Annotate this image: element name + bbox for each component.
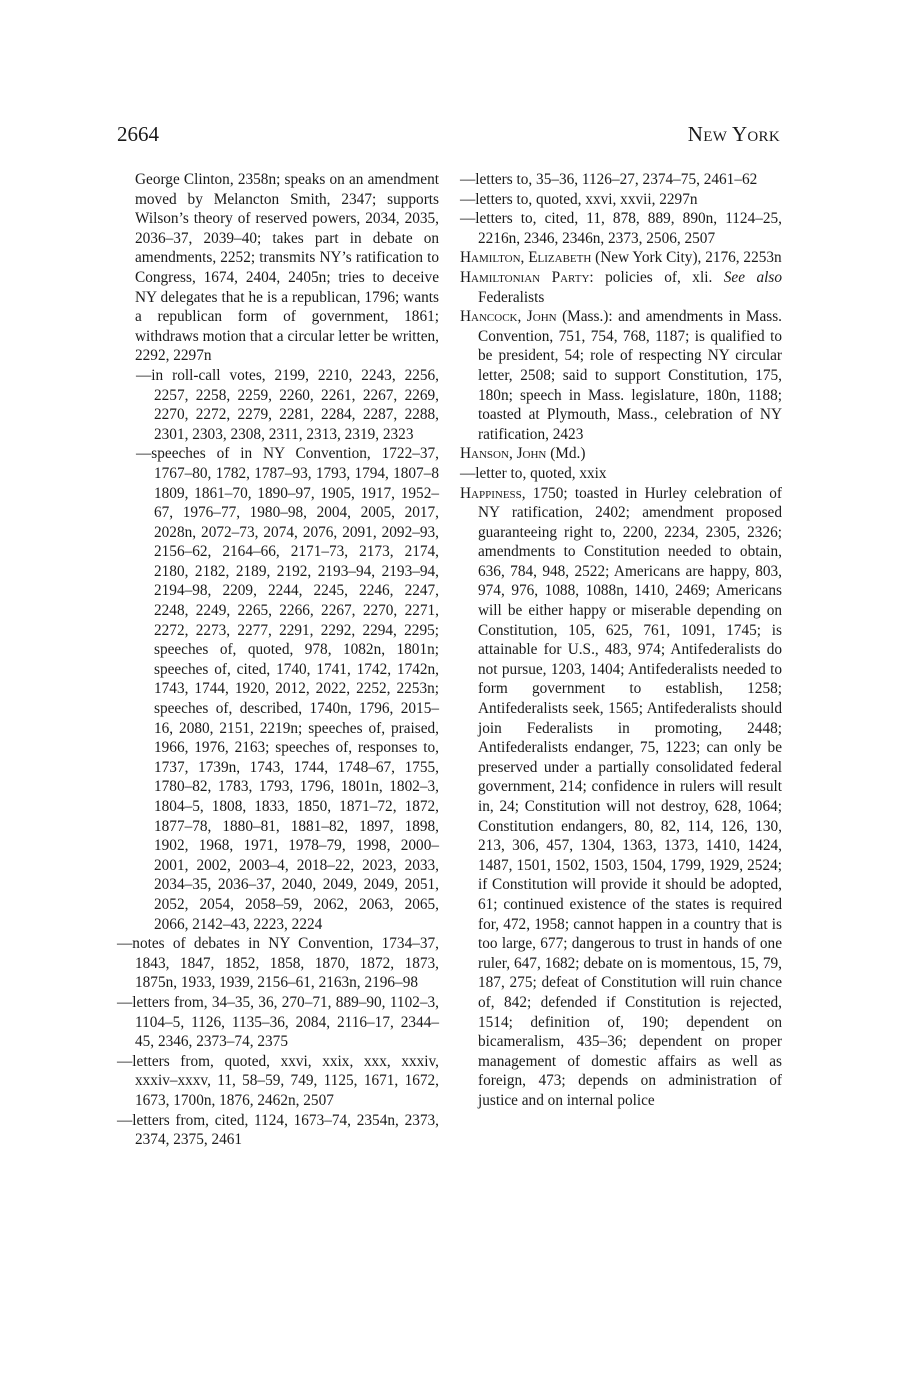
- subentry-letters-to-quoted: —letters to, quoted, xxvi, xxvii, 2297n: [460, 190, 698, 208]
- entry-happiness: [460, 484, 782, 1111]
- right-column: [460, 170, 782, 1111]
- running-head: New York: [687, 122, 780, 146]
- entry-hamiltonian-party: [460, 268, 782, 307]
- subentry-notes: —notes of debates in NY Convention, 1734–37, 1843, 1847, 1852, 1858, 1870, 1872, 1873, 1875n, 1933, 1939, 2156–61, 2163n, 2196–98: [117, 935, 439, 992]
- entry-text-tail: Federalists: [478, 288, 545, 306]
- entry-text: (Md.): [546, 445, 586, 463]
- entry-hamilton-elizabeth: [460, 248, 782, 268]
- entry-hancock-john: [460, 307, 782, 444]
- entry-text: , 1750; toasted in Hurley celebration of NY ratification, 2402; amendment proposed guaranteeing right to, 2200, 2234, 2305, 2326; amendments to Constitution needed to obtain, 636, 784, 948, 2522; Americans are happy, 803, 974, 976, 1088, 1088n, 1410, 2469; Americans will be either happy or miserable depending on Constitution, 105, 625, 761, 1091, 1745; is attainable for U.S., 483, 974; Antifederalists do not pursue, 1203, 1404; Antifederalists needed to form government to establish, 1258; Antifederalists seek, 1565; Antifederalists should join Federalists in promoting, 2448; Antifederalists endanger, 75, 1223; can only be preserved under a partially consolidated federal government, 214; confidence in rulers will result in, 24; Constitution will not destroy, 628, 1064; Constitution endangers, 80, 82, 114, 126, 130, 213, 306, 457, 1304, 1363, 1373, 1410, 1424, 1487, 1501, 1502, 1503, 1504, 1799, 1929, 2524; if Constitution will provide it should be adopted, 61; continued existence of the states is required for, 472, 1958; cannot happen in a country that is too large, 677; dangerous to trust in hands of one ruler, 647, 1682; debate on is momentous, 15, 79, 187, 275; defeat of Constitution will ruin chance of, 842; defended if Constitution is rejected, 1514; definition of, 190; dependent on bicameralism, 435–36; dependent on proper management of domestic affairs as well as foreign, 473; depends on administration of justice and on internal police: [478, 484, 782, 1109]
- subentry-letters-from-quoted: —letters from, quoted, xxvi, xxix, xxx, xxxiv, xxxiv–xxxv, 11, 58–59, 749, 1125, 1671, 1672, 1673, 1700n, 1876, 2462n, 2507: [117, 1052, 439, 1109]
- headword: Hamilton, Elizabeth: [460, 249, 592, 267]
- subentry-letters-from-cited: —letters from, cited, 1124, 1673–74, 2354n, 2373, 2374, 2375, 2461: [117, 1111, 439, 1149]
- entry-text: (Mass.): and amendments in Mass. Convention, 751, 754, 768, 1187; is qualified to be president, 54; role of respecting NY circular letter, 2508; said to support Constitution, 175, 180n; speech in Mass. legislature, 180n, 1188; toasted at Plymouth, Mass., celebration of NY ratification, 2423: [478, 308, 782, 443]
- page-header: [117, 122, 780, 152]
- entry-text: : policies of, xli.: [589, 268, 724, 286]
- subentry-letters-to-cited: —letters to, cited, 11, 878, 889, 890n, 1124–25, 2216n, 2346, 2346n, 2373, 2506, 2507: [460, 210, 782, 247]
- headword: Happiness: [460, 484, 522, 502]
- headword: Hancock, John: [460, 308, 557, 326]
- subentry-speeches: —speeches of in NY Convention, 1722–37, 1767–80, 1782, 1787–93, 1793, 1794, 1807–8 1809, 1861–70, 1890–97, 1905, 1917, 1952–67, 1976–77, 1980–98, 2004, 2005, 2017, 2028n, 2072–73, 2074, 2076, 2091, 2092–93, 2156–62, 2164–66, 2171–73, 2173, 2174, 2180, 2182, 2189, 2192, 2193–94, 2193–94, 2194–98, 2209, 2244, 2245, 2246, 2247, 2248, 2249, 2265, 2266, 2267, 2270, 2271, 2272, 2273, 2277, 2291, 2292, 2294, 2295; speeches of, quoted, 978, 1082n, 1801n; speeches of, cited, 1740, 1741, 1742, 1742n, 1743, 1744, 1920, 2012, 2022, 2252, 2253n; speeches of, described, 1740n, 1796, 2015–16, 2080, 2151, 2219n; speeches of, praised, 1966, 1976, 2163; speeches of, responses to, 1737, 1739n, 1743, 1744, 1748–67, 1755, 1780–82, 1783, 1793, 1796, 1801n, 1802–3, 1804–5, 1808, 1833, 1850, 1871–72, 1872, 1877–78, 1880–81, 1881–82, 1897, 1898, 1902, 1968, 1971, 1978–79, 1998, 2000–2001, 2002, 2003–4, 2018–22, 2023, 2033, 2034–35, 2036–37, 2040, 2049, 2049, 2051, 2052, 2054, 2058–59, 2062, 2063, 2065, 2066, 2142–43, 2223, 2224: [136, 445, 439, 933]
- entry-continuation: George Clinton, 2358n; speaks on an amendment moved by Melancton Smith, 2347; supports Wilson’s theory of reserved powers, 2034, 2035, 2036–37, 2039–40; takes part in debate on amendments, 2252; transmits NY’s ratification to Congress, 1674, 2404, 2405n; tries to deceive NY delegates that he is a republican, 1796; wants a republican form of government, 1861; withdraws motion that a circular letter be written, 2292, 2297n: [135, 171, 439, 365]
- entry-text: (New York City), 2176, 2253n: [591, 249, 782, 267]
- headword: Hanson, John: [460, 445, 547, 463]
- subentry-letters-from: —letters from, 34–35, 36, 270–71, 889–90, 1102–3, 1104–5, 1126, 1135–36, 2084, 2116–17, 2344–45, 2346, 2373–74, 2375: [117, 993, 439, 1051]
- headword: Hamiltonian Party: [460, 268, 590, 286]
- page-number: 2664: [117, 122, 159, 146]
- subentry-letters-to: —letters to, 35–36, 1126–27, 2374–75, 2461–62: [460, 171, 758, 188]
- subentry-roll-call: —in roll-call votes, 2199, 2210, 2243, 2256, 2257, 2258, 2259, 2260, 2261, 2267, 2269, 2270, 2272, 2279, 2281, 2284, 2287, 2288, 2301, 2303, 2308, 2311, 2313, 2319, 2323: [136, 366, 439, 443]
- left-column: [117, 170, 439, 1150]
- see-also-reference: See also: [723, 268, 783, 286]
- entry-hanson-john: [460, 444, 782, 464]
- subentry-letter-to-quoted: —letter to, quoted, xxix: [460, 464, 607, 482]
